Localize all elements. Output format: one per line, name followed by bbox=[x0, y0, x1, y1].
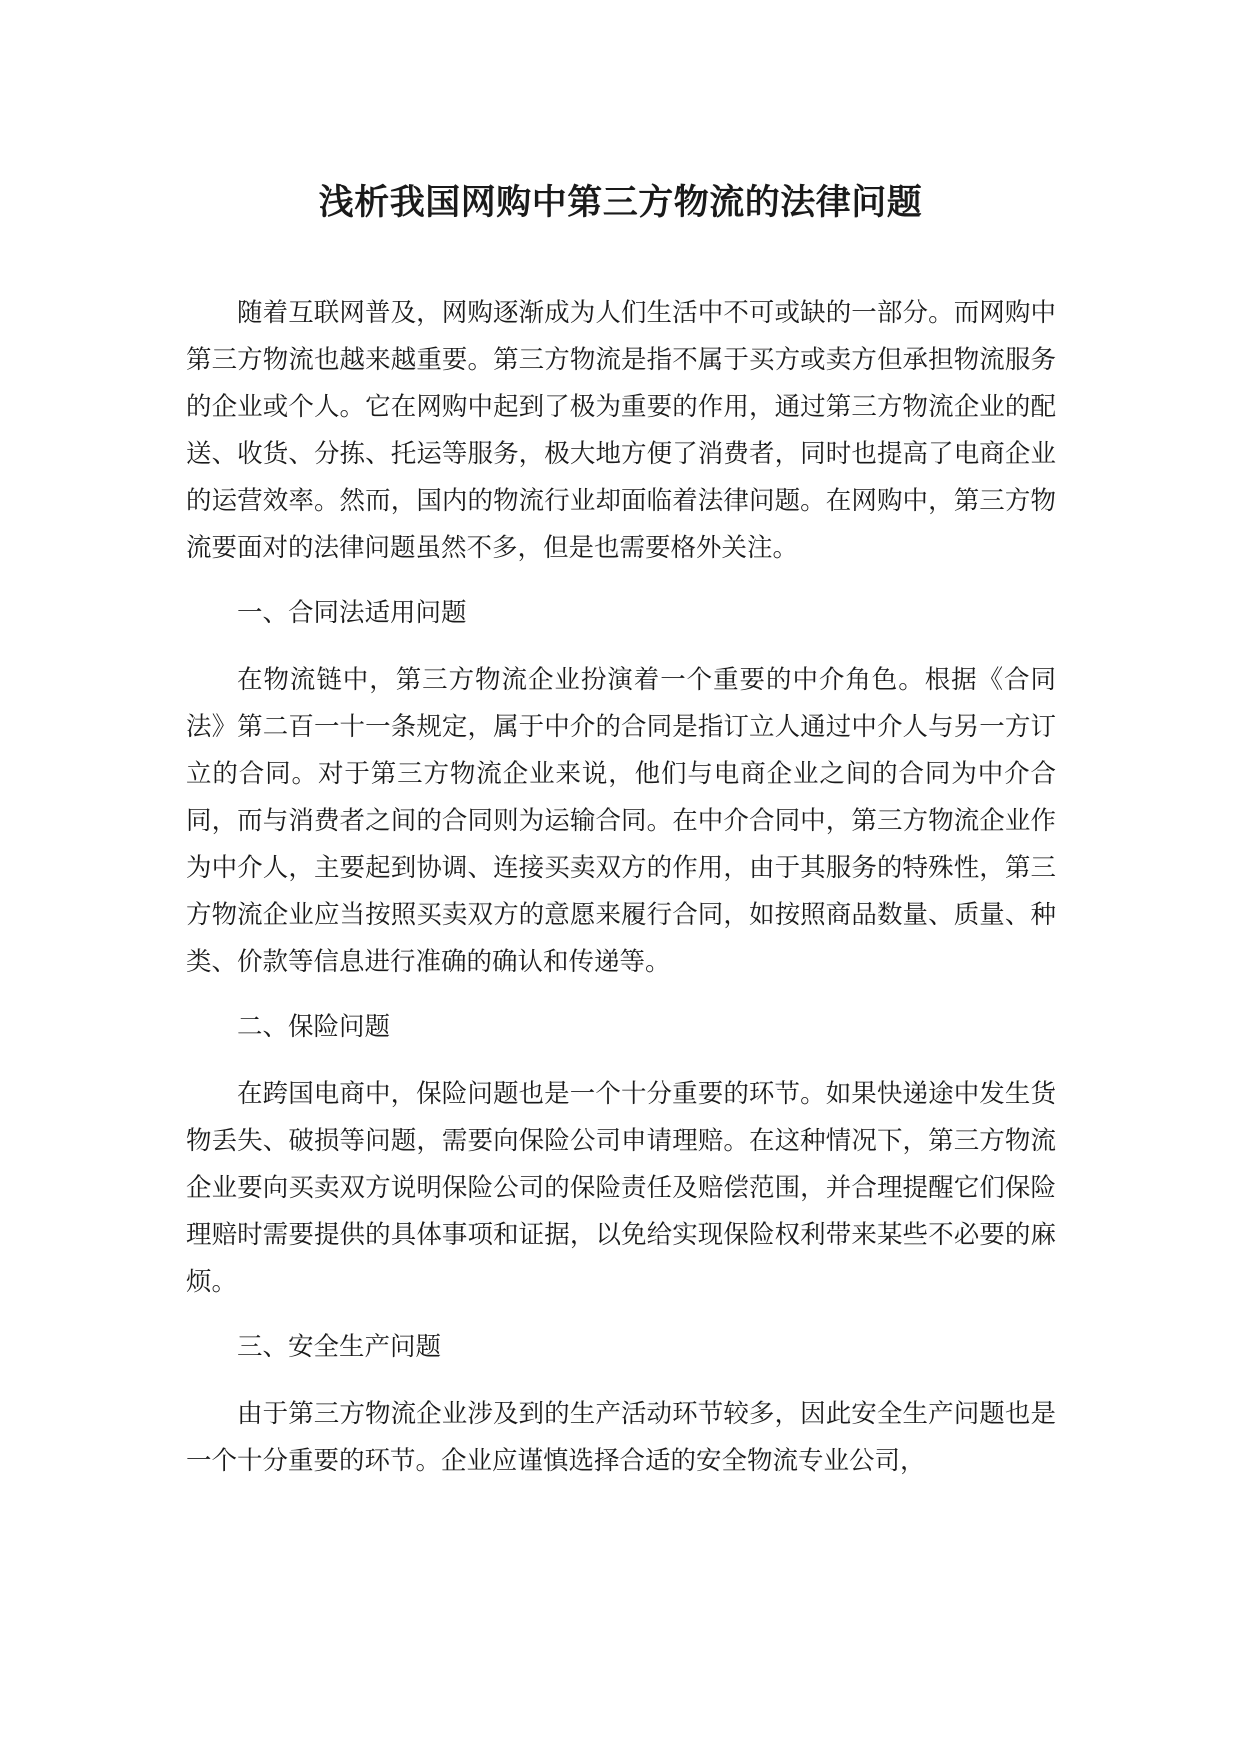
section-body-safety: 由于第三方物流企业涉及到的生产活动环节较多，因此安全生产问题也是一个十分重要的环节。企业应谨慎选择合适的安全物流专业公司， bbox=[186, 1399, 1056, 1476]
section-body-insurance: 在跨国电商中，保险问题也是一个十分重要的环节。如果快递途中发生货物丢失、破损等问题，需要向保险公司申请理赔。在这种情况下，第三方物流企业要向买卖双方说明保险公司的保险责任及赔偿范围，并合理提醒它们保险理赔时需要提供的具体事项和证据，以免给实现保险权利带来某些不必要的麻烦。 bbox=[186, 1079, 1056, 1297]
intro-paragraph: 随着互联网普及，网购逐渐成为人们生活中不可或缺的一部分。而网购中第三方物流也越来越重要。第三方物流是指不属于买方或卖方但承担物流服务的企业或个人。它在网购中起到了极为重要的作用，通过第三方物流企业的配送、收货、分拣、托运等服务，极大地方便了消费者，同时也提高了电商企业的运营效率。然而，国内的物流行业却面临着法律问题。在网购中，第三方物流要面对的法律问题虽然不多，但是也需要格外关注。 bbox=[186, 298, 1056, 563]
document-title: 浅析我国网购中第三方物流的法律问题 bbox=[318, 183, 923, 223]
section-heading-safety: 三、安全生产问题 bbox=[237, 1332, 442, 1362]
document-body bbox=[186, 290, 1056, 1503]
section-heading-contract-law: 一、合同法适用问题 bbox=[237, 598, 467, 628]
section-body-contract-law: 在物流链中，第三方物流企业扮演着一个重要的中介角色。根据《合同法》第二百一十一条规定，属于中介的合同是指订立人通过中介人与另一方订立的合同。对于第三方物流企业来说，他们与电商企业之间的合同为中介合同，而与消费者之间的合同则为运输合同。在中介合同中，第三方物流企业作为中介人，主要起到协调、连接买卖双方的作用，由于其服务的特殊性，第三方物流企业应当按照买卖双方的意愿来履行合同，如按照商品数量、质量、种类、价款等信息进行准确的确认和传递等。 bbox=[186, 665, 1056, 977]
section-heading-insurance: 二、保险问题 bbox=[237, 1012, 391, 1042]
